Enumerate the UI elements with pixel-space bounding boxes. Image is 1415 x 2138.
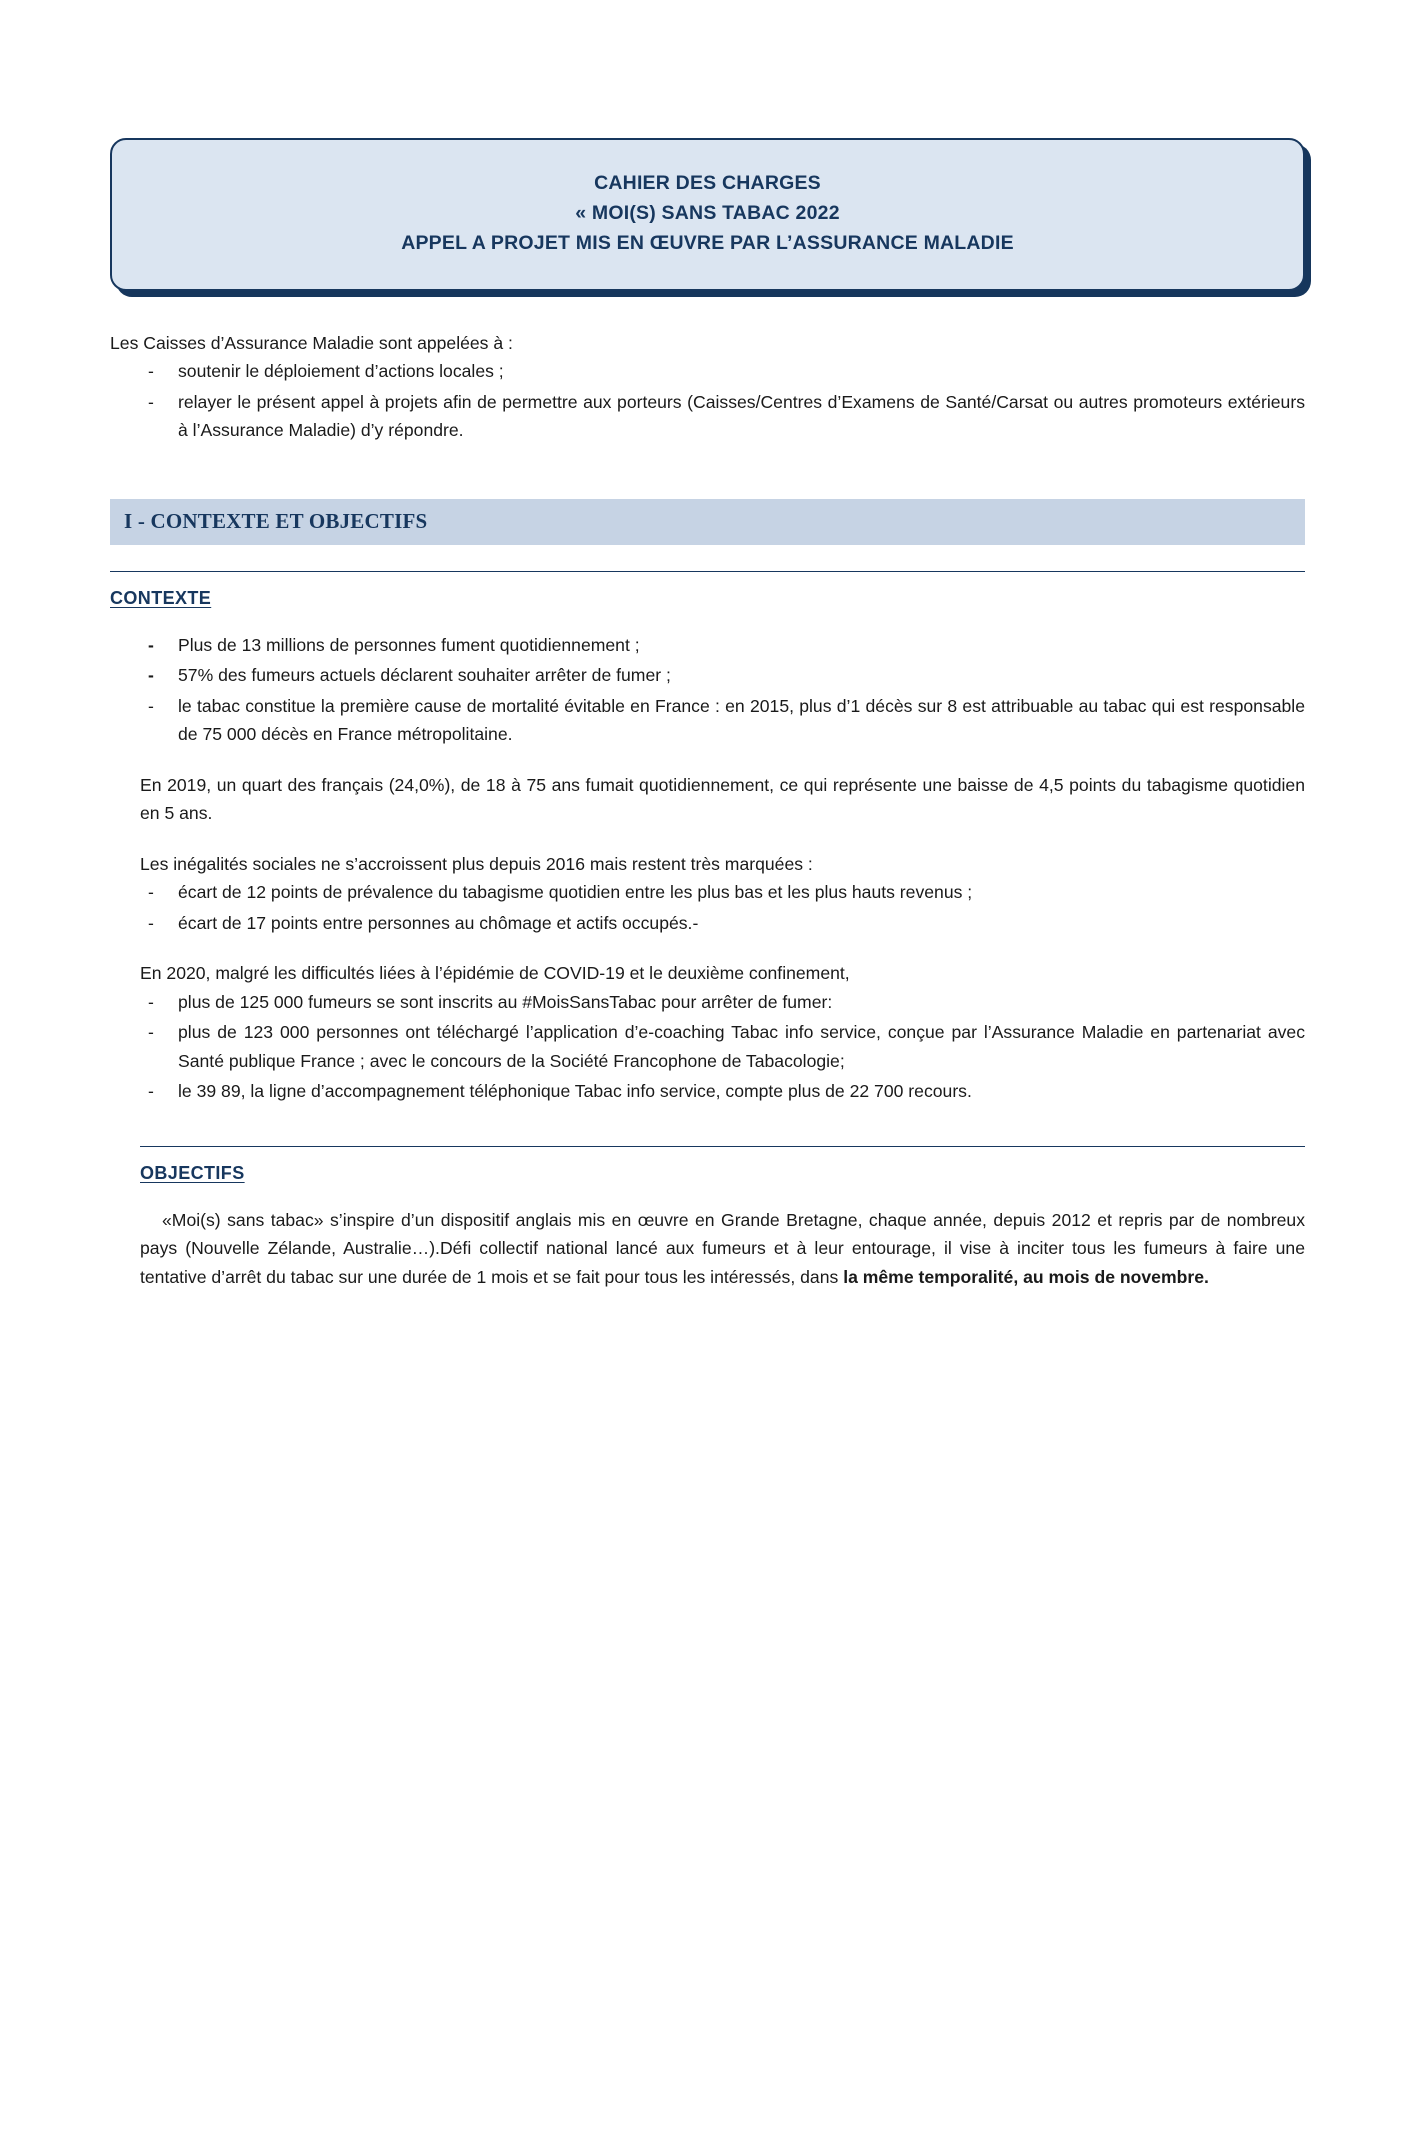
title-banner-wrapper bbox=[110, 138, 1305, 291]
contexte-bullets bbox=[140, 631, 1305, 749]
document-page bbox=[0, 138, 1415, 2138]
para-2019: En 2019, un quart des français (24,0%), de 18 à 75 ans fumait quotidiennement, ce qui représente une baisse de 4,5 points du tabagisme quotidien en 5 ans. bbox=[140, 774, 1305, 824]
list-item bbox=[140, 357, 1305, 386]
divider bbox=[110, 571, 1305, 572]
objectifs-paragraph bbox=[140, 1206, 1305, 1292]
list-item-text: relayer le présent appel à projets afin de permettre aux porteurs (Caisses/Centres d’Examens de Santé/Carsat ou autres promoteurs extérieurs à l’Assurance Maladie) d’y répondre. bbox=[178, 391, 1305, 441]
para-inegalites-wrapper bbox=[140, 850, 1305, 879]
list-item bbox=[140, 388, 1305, 445]
list-item bbox=[140, 878, 1305, 907]
banner-line-2: « MOI(S) SANS TABAC 2022 bbox=[575, 202, 840, 225]
list-item-text: plus de 123 000 personnes ont téléchargé l’application d’e-coaching Tabac info service, conçue par l’Assurance Maladie en partenariat avec Santé publique France ; avec le concours de la Société Francophone de Tabacologie; bbox=[178, 1022, 1305, 1071]
banner-line-1: CAHIER DES CHARGES bbox=[594, 172, 821, 194]
dash-marker: - bbox=[148, 912, 154, 933]
para-2020-wrapper bbox=[140, 959, 1305, 988]
list-item-text: le 39 89, la ligne d’accompagnement téléphonique Tabac info service, compte plus de 22 700 recours. bbox=[178, 1081, 972, 1102]
dash-marker: - bbox=[148, 665, 154, 686]
objectifs-paragraph-emphasis: la même temporalité, au mois de novembre. bbox=[843, 1266, 1209, 1287]
para-2019-wrapper bbox=[140, 771, 1305, 828]
list-item bbox=[140, 631, 1305, 660]
list-item bbox=[140, 661, 1305, 690]
intro-block bbox=[110, 291, 1305, 445]
dash-marker: - bbox=[148, 991, 154, 1012]
bullets-2020 bbox=[140, 988, 1305, 1106]
list-item-text: le tabac constitue la première cause de mortalité évitable en France : en 2015, plus d’1 décès sur 8 est attribuable au tabac qui est responsable de 75 000 décès en France métropolitaine. bbox=[178, 695, 1305, 745]
list-item-text: 57% des fumeurs actuels déclarent souhaiter arrêter de fumer ; bbox=[178, 665, 671, 686]
list-item bbox=[140, 692, 1305, 749]
list-item-text: soutenir le déploiement d’actions locales ; bbox=[178, 361, 504, 382]
dash-marker: - bbox=[148, 882, 154, 903]
list-item bbox=[140, 1077, 1305, 1106]
banner-line-3: APPEL A PROJET MIS EN ŒUVRE PAR L’ASSURANCE MALADIE bbox=[401, 232, 1014, 255]
objectifs-paragraph-text: «Moi(s) sans tabac» s’inspire d’un dispositif anglais mis en œuvre en Grande Bretagne, chaque année, depuis 2012 et repris par de nombreux pays (Nouvelle Zélande, Australie…).Défi collectif national lancé aux fumeurs et à leur entourage, il vise à inciter tous les fumeurs à faire une tentative d’arrêt du tabac sur une durée de 1 mois et se fait pour tous les intéressés, dans bbox=[140, 1209, 1305, 1287]
divider bbox=[140, 1146, 1305, 1147]
intro-lead: Les Caisses d’Assurance Maladie sont appelées à : bbox=[110, 332, 513, 353]
list-item-text: plus de 125 000 fumeurs se sont inscrits au #MoisSansTabac pour arrêter de fumer: bbox=[178, 991, 833, 1012]
dash-marker: - bbox=[148, 1081, 154, 1102]
intro-list bbox=[140, 357, 1305, 445]
subheading-objectifs: OBJECTIFS bbox=[140, 1162, 245, 1183]
title-banner bbox=[110, 138, 1305, 291]
section-heading-bar bbox=[110, 499, 1305, 545]
dash-marker: - bbox=[148, 695, 154, 716]
dash-marker: - bbox=[148, 1022, 154, 1043]
objectifs-block bbox=[110, 1146, 1305, 1292]
subheading-contexte: CONTEXTE bbox=[110, 587, 212, 608]
inegalites-bullets bbox=[140, 878, 1305, 937]
objectifs-para-wrapper bbox=[140, 1206, 1305, 1292]
para-inegalites: Les inégalités sociales ne s’accroissent plus depuis 2016 mais restent très marquées : bbox=[140, 853, 813, 874]
section-title: I - CONTEXTE ET OBJECTIFS bbox=[124, 508, 428, 533]
list-item-text: Plus de 13 millions de personnes fument quotidiennement ; bbox=[178, 634, 640, 655]
para-2020: En 2020, malgré les difficultés liées à l’épidémie de COVID-19 et le deuxième confinement, bbox=[140, 963, 850, 984]
list-item bbox=[140, 909, 1305, 938]
dash-marker: - bbox=[148, 634, 154, 655]
list-item-text: écart de 12 points de prévalence du tabagisme quotidien entre les plus bas et les plus hauts revenus ; bbox=[178, 882, 973, 903]
contexte-bullets-wrapper bbox=[110, 631, 1305, 749]
list-item bbox=[140, 988, 1305, 1017]
list-item-text: écart de 17 points entre personnes au chômage et actifs occupés.- bbox=[178, 912, 699, 933]
dash-marker: - bbox=[148, 391, 154, 412]
list-item bbox=[140, 1018, 1305, 1075]
contexte-block bbox=[110, 571, 1305, 1292]
dash-marker: - bbox=[148, 361, 154, 382]
